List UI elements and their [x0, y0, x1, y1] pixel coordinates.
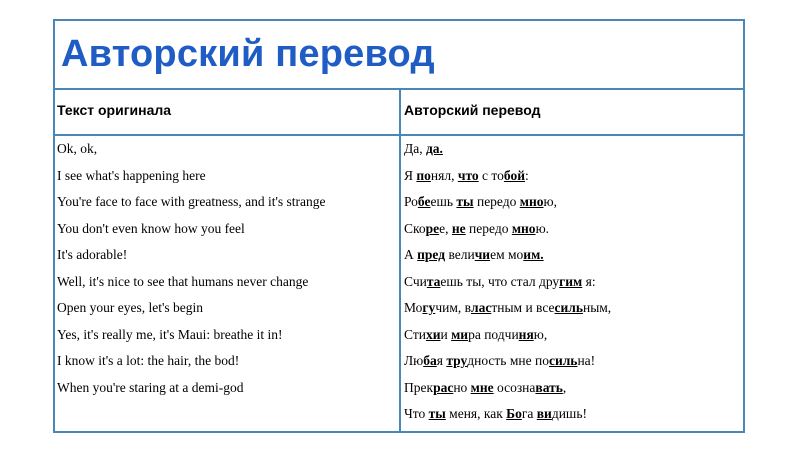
stressed-segment: тру	[446, 353, 468, 368]
text-segment: Лю	[404, 353, 424, 368]
text-segment: :	[525, 167, 529, 183]
text-segment: на!	[577, 353, 596, 368]
text-segment: с то	[478, 167, 504, 183]
translation-line	[404, 141, 611, 168]
text-segment: ным,	[582, 300, 612, 315]
original-line: Ok, ok,	[57, 141, 98, 156]
text-segment: га	[521, 406, 537, 421]
text-segment: Сти	[404, 326, 426, 342]
stressed-segment: силь	[548, 353, 578, 368]
original-column-header: Текст оригинала	[57, 102, 172, 118]
original-line: I see what's happening here	[57, 167, 206, 183]
stressed-segment: мне	[470, 379, 494, 395]
column-divider	[399, 88, 401, 431]
translation-line	[404, 406, 611, 433]
text-segment: тным и все	[491, 300, 555, 315]
original-line: When you're staring at a demi-god	[57, 379, 244, 395]
translation-line	[404, 327, 611, 354]
stressed-segment: мно	[519, 194, 544, 209]
original-line: It's adorable!	[57, 247, 128, 262]
stressed-segment: ба	[423, 353, 437, 368]
text-segment: ешь ты, что стал дру	[440, 273, 560, 289]
text-segment: Ско	[404, 220, 426, 236]
slide-title: Авторский перевод	[61, 33, 435, 75]
text-segment: Мо	[404, 300, 423, 315]
original-line: Yes, it's really me, it's Maui: breathe it in!	[57, 326, 283, 342]
text-segment: меня, как	[445, 406, 507, 421]
original-line: You're face to face with greatness, and it's strange	[57, 194, 326, 209]
text-segment: передо	[473, 194, 520, 209]
stressed-segment: гу	[422, 300, 436, 315]
stressed-segment: хи	[425, 326, 441, 342]
text-segment: ешь	[430, 194, 457, 209]
text-segment: Счи	[404, 273, 427, 289]
text-segment: Ро	[404, 194, 418, 209]
header-row	[55, 90, 743, 136]
stressed-segment: силь	[554, 300, 583, 315]
text-segment: осозна	[493, 379, 536, 395]
text-segment: ем мо	[490, 247, 524, 262]
stressed-segment: та	[426, 273, 441, 289]
stressed-segment: да.	[425, 141, 443, 156]
stressed-segment: ми	[451, 326, 469, 342]
translation-line	[404, 274, 611, 301]
text-segment: ю.	[535, 220, 550, 236]
text-segment: Я	[404, 167, 417, 183]
original-line: I know it's a lot: the hair, the bod!	[57, 353, 240, 368]
stressed-segment: ре	[425, 220, 440, 236]
translation-line	[404, 194, 611, 221]
translation-column-header: Авторский перевод	[404, 102, 541, 118]
stressed-segment: Бо	[506, 406, 522, 421]
stressed-segment: им.	[523, 247, 544, 262]
stressed-segment: мно	[511, 220, 536, 236]
original-line: You don't even know how you feel	[57, 220, 245, 236]
stressed-segment: ня	[518, 326, 534, 342]
text-segment: но	[453, 379, 471, 395]
text-segment: передо	[465, 220, 512, 236]
translation-line	[404, 247, 611, 274]
original-line: Open your eyes, let's begin	[57, 300, 204, 315]
text-segment: нял,	[430, 167, 458, 183]
stressed-segment: бе	[417, 194, 431, 209]
stressed-segment: чи	[474, 247, 491, 262]
translation-line	[404, 353, 611, 380]
translation-line	[404, 221, 611, 248]
text-segment: ю,	[533, 326, 548, 342]
stressed-segment: ты	[456, 194, 474, 209]
stressed-segment: бой	[503, 167, 525, 183]
text-segment: ю,	[543, 194, 557, 209]
stressed-segment: ви	[536, 406, 552, 421]
stressed-segment: пред	[417, 247, 446, 262]
text-segment: вели	[445, 247, 475, 262]
stressed-segment: лас	[471, 300, 492, 315]
original-line: Well, it's nice to see that humans never change	[57, 273, 309, 289]
stressed-segment: гим	[559, 273, 583, 289]
translation-line	[404, 300, 611, 327]
translation-line	[404, 380, 611, 407]
translation-text-column	[404, 141, 611, 433]
stressed-segment: не	[451, 220, 466, 236]
text-segment: ра подчи	[468, 326, 519, 342]
original-text-column	[57, 141, 326, 406]
stressed-segment: что	[457, 167, 479, 183]
title-row	[55, 21, 743, 90]
text-segment: Прек	[404, 379, 434, 395]
text-segment: я:	[582, 273, 596, 289]
lyrics-table	[53, 19, 745, 433]
stressed-segment: по	[416, 167, 431, 183]
stressed-segment: рас	[433, 379, 454, 395]
text-segment: е,	[439, 220, 452, 236]
text-segment: ,	[562, 379, 567, 395]
text-segment: и	[440, 326, 452, 342]
text-segment: Да,	[404, 141, 426, 156]
text-segment: я	[436, 353, 447, 368]
text-segment: чим, в	[435, 300, 471, 315]
text-segment: Что	[404, 406, 429, 421]
text-segment: А	[404, 247, 418, 262]
text-segment: дишь!	[551, 406, 587, 421]
stressed-segment: вать	[535, 379, 563, 395]
text-segment: дность мне по	[467, 353, 549, 368]
translation-line	[404, 168, 611, 195]
stressed-segment: ты	[428, 406, 446, 421]
